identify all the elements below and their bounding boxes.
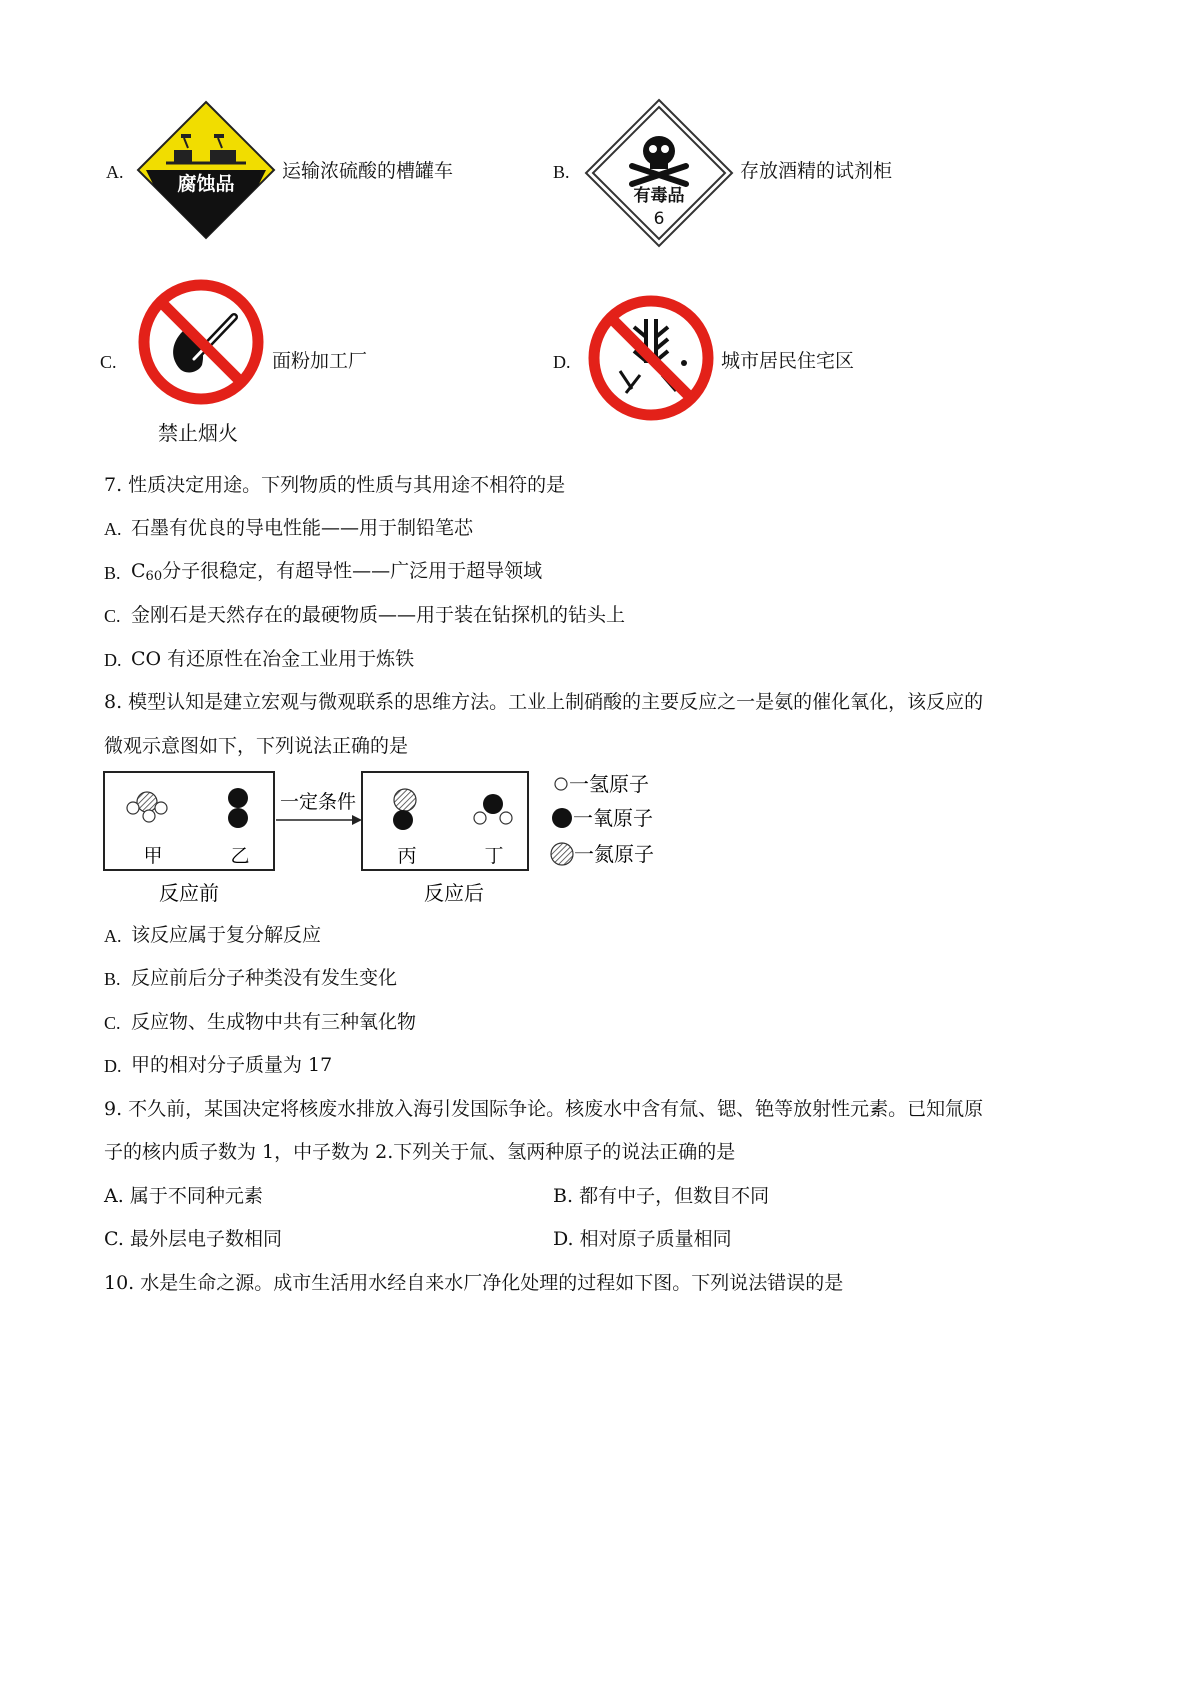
sign-text: 腐蚀品: [177, 173, 235, 195]
option-text: 金刚石是天然存在的最硬物质——用于装在钻探机的钻头上: [131, 604, 626, 626]
option-letter: A.: [104, 926, 122, 946]
option-letter: C.: [104, 606, 121, 626]
hydrogen-legend-icon: [555, 778, 567, 790]
corrosive-sign-icon: [136, 100, 276, 240]
option-letter: A.: [106, 162, 124, 182]
oxygen-atom: [228, 788, 248, 808]
nitrogen-legend-icon: [551, 843, 573, 865]
question-stem: 10. 水是生命之源。成市生活用水经自来水厂净化处理的过程如下图。下列说法错误的是: [104, 1272, 844, 1294]
option-item: B. 都有中子，但数目不同: [553, 1185, 770, 1207]
question-stem: 9. 不久前，某国决定将核废水排放入海引发国际争论。核废水中含有氚、锶、铯等放射性元素。已知氚原: [104, 1098, 984, 1120]
question-stem: 微观示意图如下，下列说法正确的是: [104, 735, 409, 757]
before-caption: 反应前: [159, 881, 219, 905]
hydrogen-atom: [474, 812, 486, 824]
oxygen-atom: [228, 808, 248, 828]
option-text: $C_{60}$分子很稳定，有超导性——广泛用于超导领域: [131, 560, 543, 584]
option-letter: C.: [104, 1013, 121, 1033]
sign-text: 有毒品: [633, 186, 685, 206]
hydrogen-atom: [143, 810, 155, 822]
oxygen-atom: [483, 794, 503, 814]
option-letter: A.: [104, 519, 122, 539]
option-text: 反应物、生成物中共有三种氧化物: [131, 1011, 417, 1033]
after-caption: 反应后: [424, 881, 484, 905]
option-letter: B.: [104, 969, 121, 989]
molecule-label: 甲: [143, 845, 163, 867]
molecule-label: 丙: [397, 845, 417, 867]
oxygen-legend-icon: [552, 808, 572, 828]
sign-number: 6: [653, 209, 665, 229]
question-stem: 子的核内质子数为 1，中子数为 2.下列关于氚、氢两种原子的说法正确的是: [104, 1141, 736, 1163]
legend-label: 一氧原子: [573, 806, 653, 830]
toxic-sign-icon: [584, 98, 734, 248]
hydrogen-atom: [500, 812, 512, 824]
option-letter: B.: [553, 162, 570, 182]
nitrogen-atom: [137, 792, 157, 812]
option-item: D. 相对原子质量相同: [553, 1228, 732, 1250]
reaction-diagram: [100, 768, 680, 908]
no-fire-sign-icon: [136, 277, 266, 407]
option-letter: D.: [104, 650, 122, 670]
option-letter: B.: [104, 563, 121, 583]
legend-label: 一氢原子: [569, 772, 649, 796]
hydrogen-atom: [127, 802, 139, 814]
option-letter: D.: [104, 1056, 122, 1076]
option-text: 石墨有优良的导电性能——用于制铅笔芯: [131, 517, 474, 539]
hydrogen-atom: [155, 802, 167, 814]
option-text: 甲的相对分子质量为 17: [131, 1054, 333, 1076]
question-stem: 7. 性质决定用途。下列物质的性质与其用途不相符的是: [104, 474, 566, 496]
oxygen-atom: [393, 810, 413, 830]
question-stem: 8. 模型认知是建立宏观与微观联系的思维方法。工业上制硝酸的主要反应之一是氨的催化氧化，该反应的: [104, 691, 984, 713]
molecule-label: 乙: [230, 845, 250, 867]
option-letter: C.: [100, 352, 117, 372]
option-item: A. 属于不同种元素: [104, 1185, 263, 1207]
option-text: 面粉加工厂: [272, 350, 368, 372]
molecule-label: 丁: [484, 845, 504, 867]
legend-label: 一氮原子: [574, 842, 654, 866]
option-item: C. 最外层电子数相同: [104, 1228, 282, 1250]
no-fireworks-sign-icon: [586, 293, 716, 423]
option-text: 该反应属于复分解反应: [131, 924, 322, 946]
nitrogen-atom: [394, 789, 416, 811]
option-text: 存放酒精的试剂柜: [740, 160, 893, 182]
option-letter: D.: [553, 352, 571, 372]
option-text: CO 有还原性在冶金工业用于炼铁: [131, 648, 415, 670]
sign-caption: 禁止烟火: [158, 421, 238, 445]
option-text: 反应前后分子种类没有发生变化: [131, 967, 398, 989]
option-text: 城市居民住宅区: [721, 350, 855, 372]
condition-label: 一定条件: [279, 791, 357, 813]
option-text: 运输浓硫酸的槽罐车: [282, 160, 454, 182]
